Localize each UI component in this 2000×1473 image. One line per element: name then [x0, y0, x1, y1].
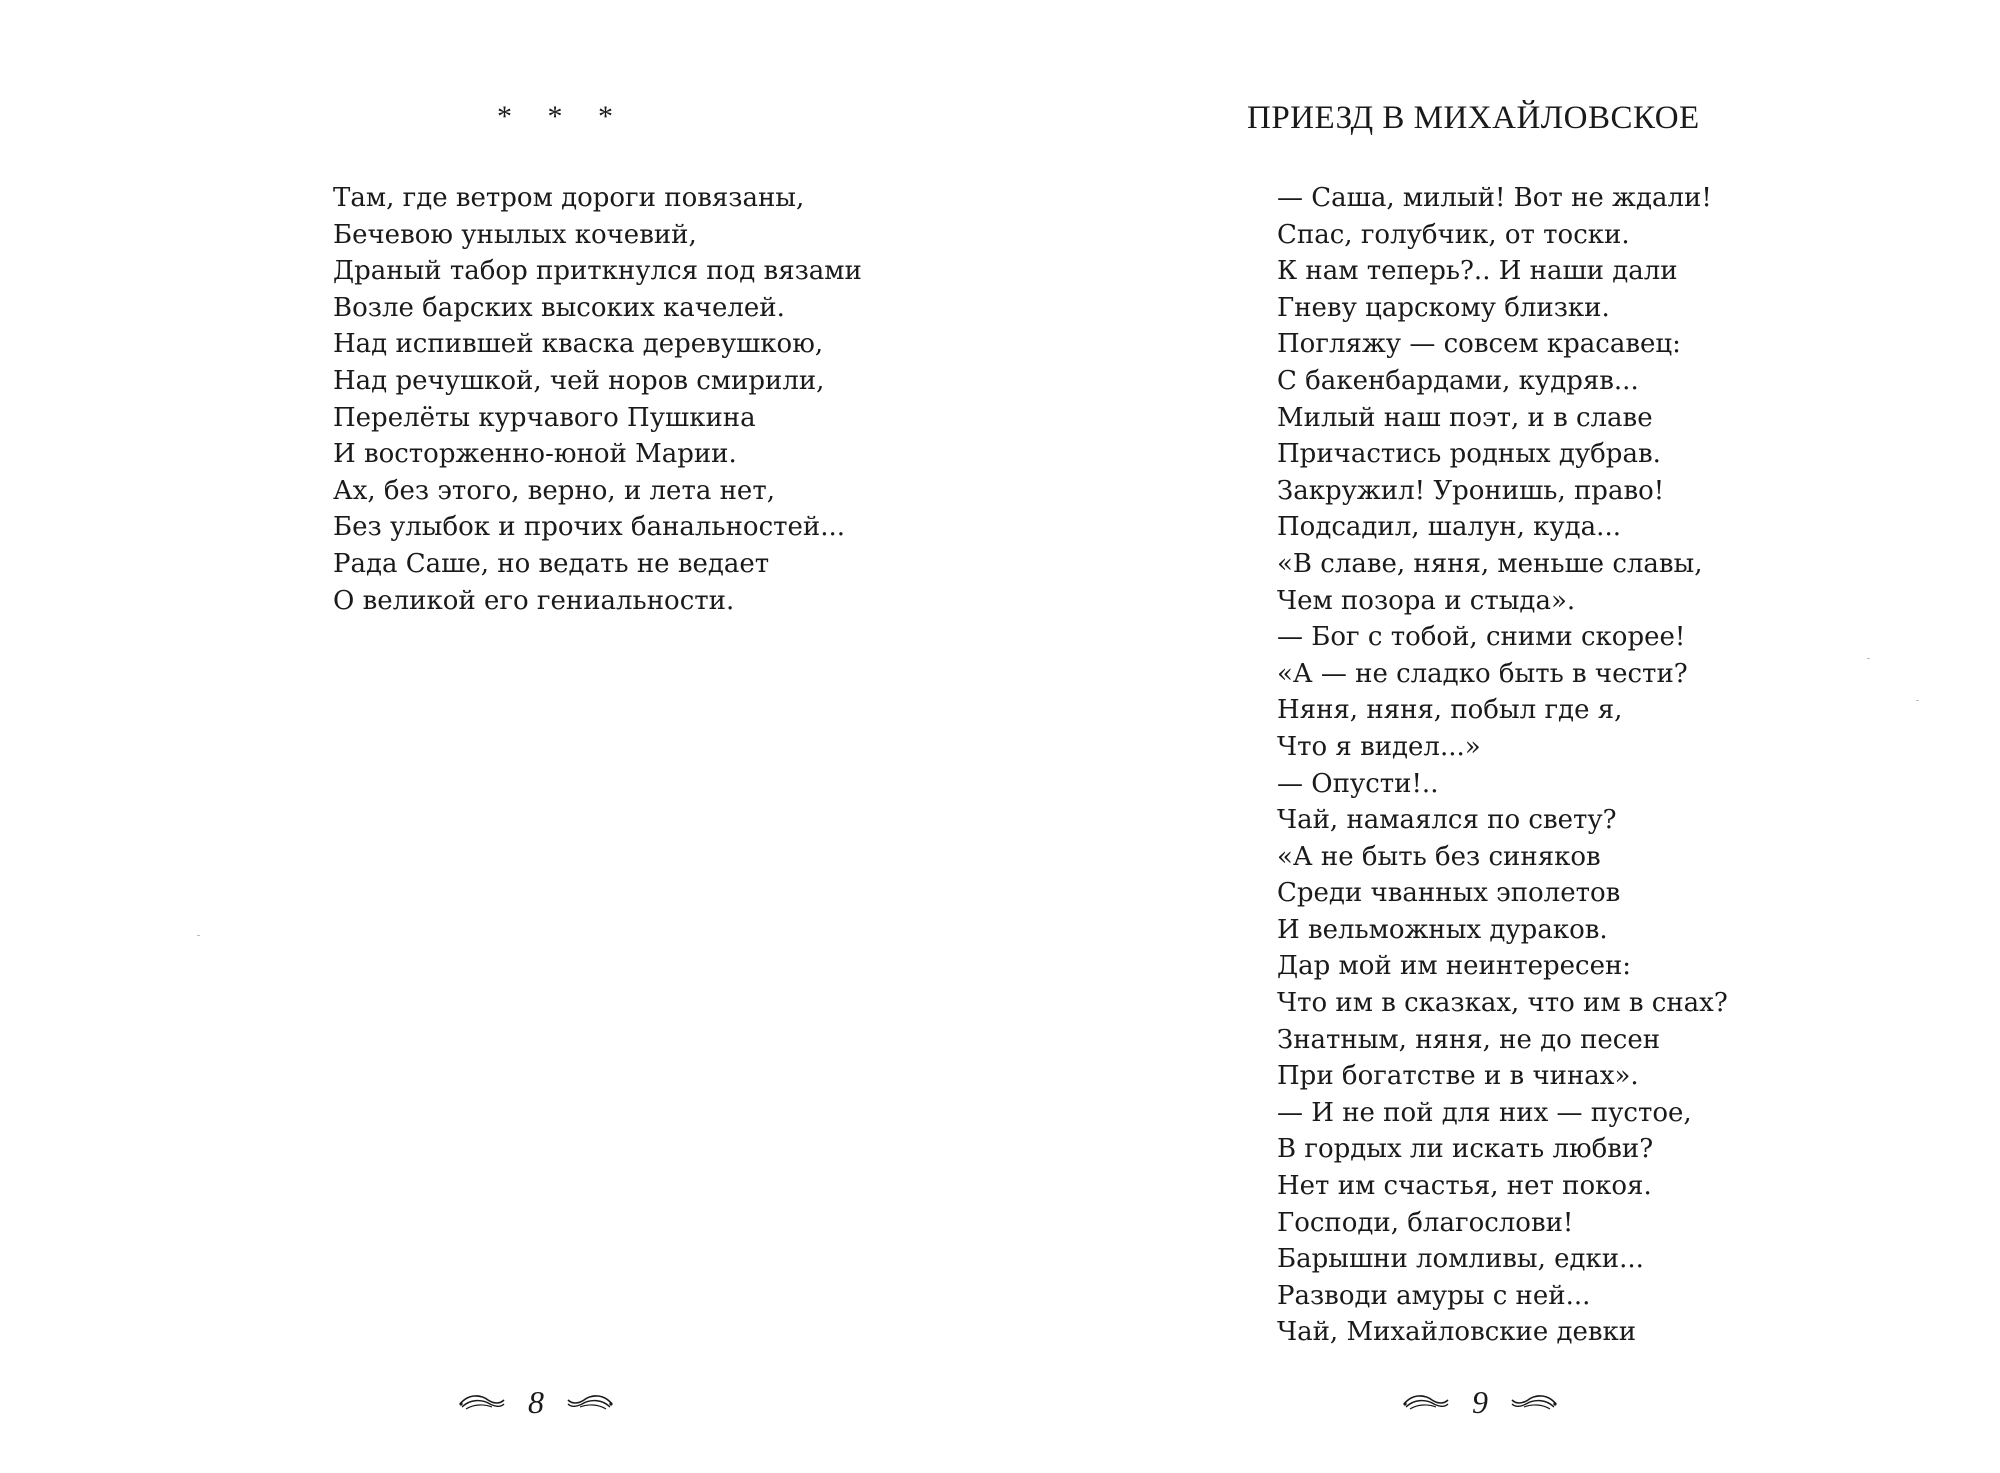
poem-line: Барышни ломливы, едки... — [1277, 1244, 1644, 1275]
right-poem — [1277, 180, 1728, 1351]
poem-line: — Бог с тобой, сними скорее! — [1277, 622, 1686, 653]
poem-line: Бечевою унылых кочевий, — [333, 219, 697, 250]
poem-line: Закружил! Уронишь, право! — [1277, 475, 1665, 506]
flourish-left-icon — [1402, 1392, 1450, 1412]
poem-line: При богатстве и в чинах». — [1277, 1061, 1639, 1092]
left-poem — [333, 180, 862, 619]
poem-line: — Опусти!.. — [1277, 768, 1439, 799]
poem-line: Разводи амуры с ней... — [1277, 1280, 1591, 1311]
poem-line: Над речушкой, чей норов смирили, — [333, 365, 825, 396]
poem-line: Чай, Михайловские девки — [1277, 1317, 1637, 1348]
poem-line: — И не пой для них — пустое, — [1277, 1097, 1692, 1128]
poem-line: Чем позора и стыда». — [1277, 585, 1576, 616]
poem-line: Дар мой им неинтересен: — [1277, 951, 1632, 982]
poem-line: И вельможных дураков. — [1277, 914, 1608, 945]
scan-speck — [1916, 700, 1919, 701]
scan-speck — [197, 935, 200, 936]
poem-line: С бакенбардами, кудряв... — [1277, 365, 1639, 396]
poem-line: Что я видел...» — [1277, 731, 1481, 762]
flourish-left-icon — [458, 1392, 506, 1412]
poem-line: Господи, благослови! — [1277, 1207, 1574, 1238]
poem-line: Возле барских высоких качелей. — [333, 292, 785, 323]
poem-line: В гордых ли искать любви? — [1277, 1134, 1654, 1165]
page-number: 8 — [528, 1384, 544, 1420]
right-page — [1000, 0, 2000, 1473]
poem-line: «А — не сладко быть в чести? — [1277, 658, 1688, 689]
poem-line: Ах, без этого, верно, и лета нет, — [333, 475, 775, 506]
poem-line: Погляжу — совсем красавец: — [1277, 329, 1681, 360]
poem-line: Там, где ветром дороги повязаны, — [333, 183, 805, 213]
poem-line: Няня, няня, побыл где я, — [1277, 695, 1623, 726]
poem-line: И восторженно-юной Марии. — [333, 439, 737, 470]
poem-line: Подсадил, шалун, куда... — [1277, 512, 1621, 543]
poem-line: Над испившей кваска деревушкою, — [333, 329, 824, 360]
poem-line: К нам теперь?.. И наши дали — [1277, 256, 1678, 287]
poem-line: — Саша, милый! Вот не ждали! — [1277, 183, 1712, 213]
flourish-right-icon — [566, 1392, 614, 1412]
poem-line: Среди чванных эполетов — [1277, 878, 1621, 909]
scan-speck — [1867, 658, 1870, 659]
poem-line: О великой его гениальности. — [333, 585, 735, 616]
poem-line: Нет им счастья, нет покоя. — [1277, 1171, 1652, 1202]
poem-line: Чай, намаялся по свету? — [1277, 805, 1617, 836]
poem-line: Причастись родных дубрав. — [1277, 439, 1661, 470]
left-page-folio — [458, 1382, 614, 1422]
poem-line: Перелёты курчавого Пушкина — [333, 402, 756, 433]
poem-line: Что им в сказках, что им в снах? — [1277, 988, 1728, 1019]
poem-line: Милый наш поэт, и в славе — [1277, 402, 1653, 433]
flourish-right-icon — [1510, 1392, 1558, 1412]
right-page-folio — [1402, 1382, 1558, 1422]
poem-line: Спас, голубчик, от тоски. — [1277, 219, 1630, 250]
poem-line: Знатным, няня, не до песен — [1277, 1024, 1661, 1055]
poem-separator-asterisks: * * * — [497, 100, 627, 133]
poem-line: Рада Саше, но ведать не ведает — [333, 548, 770, 579]
poem-title: ПРИЕЗД В МИХАЙЛОВСКОЕ — [1247, 100, 1700, 136]
poem-line: «В славе, няня, меньше славы, — [1277, 548, 1703, 579]
poem-line: Без улыбок и прочих банальностей... — [333, 512, 846, 543]
poem-line: «А не быть без синяков — [1277, 841, 1601, 872]
poem-line: Драный табор приткнулся под вязами — [333, 256, 862, 287]
poem-line: Гневу царскому близки. — [1277, 292, 1610, 323]
page-number: 9 — [1472, 1384, 1488, 1420]
